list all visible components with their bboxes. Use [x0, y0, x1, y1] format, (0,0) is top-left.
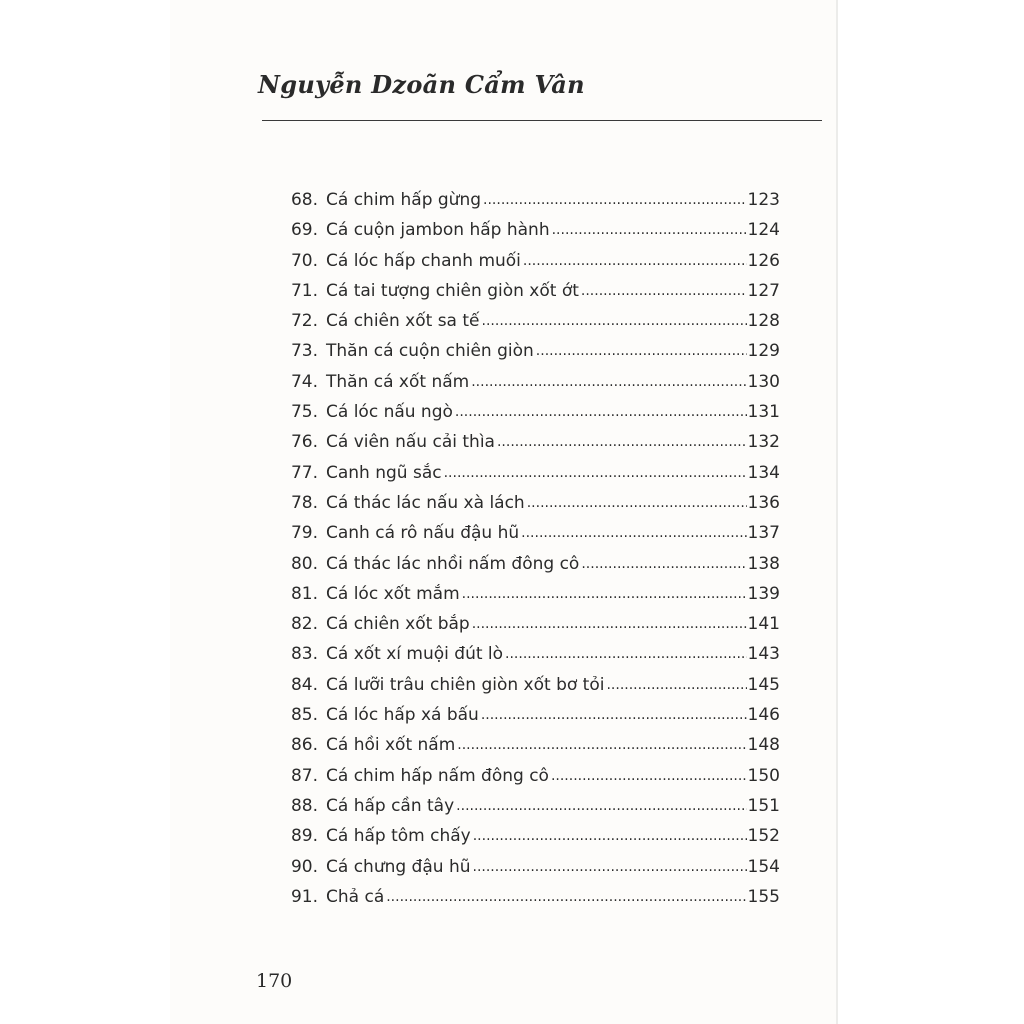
toc-entry-title: Chả cá: [326, 886, 385, 907]
toc-entry-page: 137: [747, 523, 780, 544]
running-header-author: Nguyễn Dzoãn Cẩm Vân: [258, 70, 585, 99]
toc-entry: [280, 584, 780, 614]
toc-entry-title: Thăn cá xốt nấm: [326, 371, 470, 392]
toc-dot-leader: [551, 765, 747, 785]
toc-dot-leader: [455, 401, 747, 421]
toc-entry-title: Cá chưng đậu hũ: [326, 856, 471, 877]
toc-entry-number: 90.: [290, 856, 318, 877]
toc-entry-number: 75.: [290, 402, 318, 423]
toc-entry: [280, 766, 780, 796]
toc-entry-title: Cá chim hấp gừng: [326, 190, 482, 210]
toc-entry-page: 123: [747, 190, 780, 210]
toc-entry: [280, 675, 780, 705]
toc-entry-number: 82.: [290, 614, 318, 635]
toc-entry: [280, 311, 780, 341]
toc-entry-title: Cá hấp cần tây: [326, 795, 455, 816]
toc-dot-leader: [497, 431, 747, 451]
toc-entry: [280, 857, 780, 887]
toc-dot-leader: [471, 371, 746, 391]
toc-dot-leader: [456, 795, 746, 815]
toc-entry: [280, 554, 780, 584]
toc-entry-page: 152: [747, 826, 780, 847]
toc-entry-page: 143: [747, 644, 780, 665]
toc-entry: [280, 463, 780, 493]
toc-entry-title: Cá chiên xốt bắp: [326, 614, 470, 635]
header-rule: [262, 120, 822, 121]
toc-entry-title: Cá lóc nấu ngò: [326, 402, 453, 423]
toc-dot-leader: [386, 886, 746, 906]
toc-entry-page: 138: [747, 553, 780, 574]
toc-entry-page: 127: [747, 280, 780, 301]
toc-entry-page: 136: [747, 492, 780, 513]
toc-entry: [280, 614, 780, 644]
toc-entry-title: Cá cuộn jambon hấp hành: [326, 220, 550, 241]
toc-entry-number: 83.: [290, 644, 318, 665]
toc-entry-page: 154: [747, 856, 780, 877]
toc-entry-number: 72.: [290, 311, 318, 332]
toc-entry: [280, 220, 780, 250]
toc-entry-title: Canh cá rô nấu đậu hũ: [326, 523, 520, 544]
toc-dot-leader: [473, 856, 747, 876]
toc-dot-leader: [606, 674, 746, 694]
toc-dot-leader: [483, 189, 747, 209]
toc-dot-leader: [527, 492, 747, 512]
toc-entry-number: 69.: [290, 220, 318, 241]
toc-entry-page: 134: [747, 462, 780, 483]
toc-entry-title: Cá thác lác nhồi nấm đông cô: [326, 553, 580, 574]
page-edge: [836, 0, 838, 1024]
toc-dot-leader: [521, 522, 746, 542]
toc-entry: [280, 735, 780, 765]
toc-entry-title: Cá lưỡi trâu chiên giòn xốt bơ tỏi: [326, 674, 605, 695]
toc-entry: [280, 796, 780, 826]
toc-entry: [280, 432, 780, 462]
toc-entry-title: Thăn cá cuộn chiên giòn: [326, 341, 534, 362]
toc-entry-number: 88.: [290, 795, 318, 816]
toc-dot-leader: [472, 613, 747, 633]
toc-entry-title: Cá hấp tôm chấy: [326, 826, 471, 847]
toc-dot-leader: [444, 462, 747, 482]
toc-entry: [280, 372, 780, 402]
toc-entry-title: Cá viên nấu cải thìa: [326, 432, 495, 453]
toc-dot-leader: [581, 280, 747, 300]
toc-entry-number: 87.: [290, 765, 318, 786]
toc-entry-number: 86.: [290, 735, 318, 756]
toc-entry-number: 91.: [290, 886, 318, 907]
toc-entry-number: 85.: [290, 705, 318, 726]
toc-entry-number: 78.: [290, 492, 318, 513]
toc-entry-page: 141: [747, 614, 780, 635]
toc-entry-page: 130: [747, 371, 780, 392]
toc-entry-title: Cá lóc hấp chanh muối: [326, 250, 521, 271]
toc-entry-number: 70.: [290, 250, 318, 271]
toc-dot-leader: [581, 553, 746, 573]
toc-entry-number: 71.: [290, 280, 318, 301]
toc-entry: [280, 826, 780, 856]
toc-entry: [280, 644, 780, 674]
toc-entry-number: 89.: [290, 826, 318, 847]
toc-entry-page: 129: [747, 341, 780, 362]
toc-entry-page: 155: [747, 886, 780, 907]
toc-entry-page: 146: [747, 705, 780, 726]
toc-entry-number: 80.: [290, 553, 318, 574]
toc-entry-page: 128: [747, 311, 780, 332]
toc-entry-number: 76.: [290, 432, 318, 453]
toc-entry: [280, 402, 780, 432]
toc-entry-page: 145: [747, 674, 780, 695]
toc-entry: [280, 493, 780, 523]
toc-dot-leader: [457, 734, 746, 754]
toc-dot-leader: [482, 310, 747, 330]
toc-entry: [280, 190, 780, 220]
toc-entry: [280, 705, 780, 735]
toc-entry-page: 132: [747, 432, 780, 453]
toc-entry-page: 131: [747, 402, 780, 423]
toc-entry: [280, 523, 780, 553]
table-of-contents: [280, 190, 780, 917]
toc-entry-page: 124: [747, 220, 780, 241]
toc-entry: [280, 251, 780, 281]
toc-entry-title: Cá hồi xốt nấm: [326, 735, 456, 756]
toc-entry-number: 84.: [290, 674, 318, 695]
toc-entry: [280, 281, 780, 311]
toc-dot-leader: [462, 583, 747, 603]
toc-entry-title: Cá chim hấp nấm đông cô: [326, 765, 549, 786]
toc-dot-leader: [505, 643, 747, 663]
toc-entry-page: 139: [747, 583, 780, 604]
toc-entry-page: 150: [747, 765, 780, 786]
toc-entry-title: Cá chiên xốt sa tế: [326, 311, 480, 332]
toc-dot-leader: [552, 219, 747, 239]
toc-entry-number: 79.: [290, 523, 318, 544]
toc-entry-page: 148: [747, 735, 780, 756]
toc-dot-leader: [536, 340, 747, 360]
toc-entry-number: 68.: [290, 190, 318, 210]
page-number: 170: [256, 970, 293, 992]
toc-entry-page: 151: [747, 795, 780, 816]
toc-entry: [280, 341, 780, 371]
toc-dot-leader: [473, 825, 747, 845]
toc-dot-leader: [523, 250, 747, 270]
toc-entry-number: 73.: [290, 341, 318, 362]
toc-entry-title: Cá lóc hấp xá bấu: [326, 705, 479, 726]
toc-entry-title: Canh ngũ sắc: [326, 462, 442, 483]
toc-entry-page: 126: [747, 250, 780, 271]
toc-entry-number: 81.: [290, 583, 318, 604]
toc-entry-title: Cá lóc xốt mắm: [326, 583, 460, 604]
toc-entry-number: 77.: [290, 462, 318, 483]
toc-entry-title: Cá xốt xí muội đút lò: [326, 644, 504, 665]
toc-entry-title: Cá thác lác nấu xà lách: [326, 492, 525, 513]
toc-entry-title: Cá tai tượng chiên giòn xốt ớt: [326, 280, 579, 301]
toc-entry-number: 74.: [290, 371, 318, 392]
toc-entry: [280, 887, 780, 917]
toc-dot-leader: [481, 704, 747, 724]
